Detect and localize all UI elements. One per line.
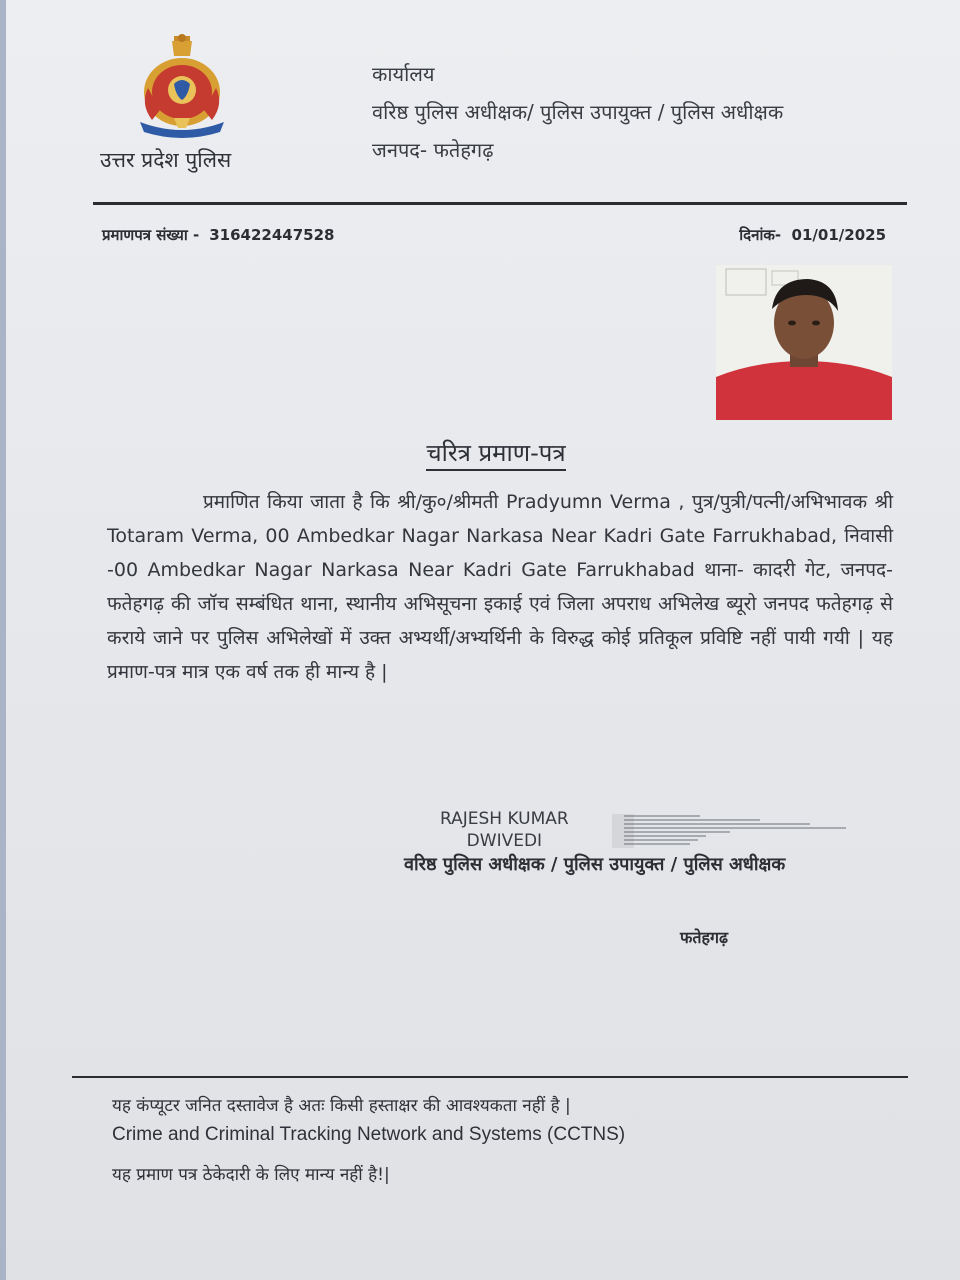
logo-caption: उत्तर प्रदेश पुलिस	[100, 148, 232, 172]
digital-signature-block	[610, 812, 850, 852]
certificate-body	[107, 485, 893, 689]
signatory-place: फतेहगढ़	[680, 928, 728, 947]
signatory-name-line2: DWIVEDI	[466, 831, 543, 851]
office-heading	[372, 55, 783, 169]
office-district: जनपद- फतेहगढ़	[372, 138, 494, 162]
office-designation: वरिष्ठ पुलिस अधीक्षक/ पुलिस उपायुक्त / पुलिस अधीक्षक	[372, 100, 784, 124]
footer-note: यह कंप्यूटर जनित दस्तावेज है अतः किसी हस्ताक्षर की आवश्यकता नहीं है |	[112, 1096, 571, 1116]
header-divider	[93, 202, 907, 205]
certificate-title	[6, 436, 960, 469]
signatory-designation: वरिष्ठ पुलिस अधीक्षक / पुलिस उपायुक्त / पुलिस अधीक्षक	[404, 854, 786, 875]
signatory-name-line1: RAJESH KUMAR	[440, 809, 569, 829]
certificate-page	[6, 0, 960, 1280]
certificate-number-value: 316422447528	[209, 226, 335, 244]
certificate-number-label: प्रमाणपत्र संख्या -	[102, 226, 200, 244]
certificate-date	[739, 225, 886, 245]
date-value: 01/01/2025	[791, 226, 886, 244]
certificate-number	[102, 225, 334, 245]
signatory-name	[440, 808, 569, 852]
up-police-emblem-icon	[134, 30, 230, 140]
certificate-body-text: प्रमाणित किया जाता है कि श्री/कु०/श्रीमती Pradyumn Verma , पुत्र/पुत्री/पत्नी/अभिभावक श्री Totaram Verma, 00 Ambedkar Nagar Narkasa Near Kadri Gate Farrukhabad, निवासी -00 Ambedkar Nagar Narkasa Near Kadri Gate Farrukhabad थाना- कादरी गेट, जनपद- फतेहगढ़ की जॉच सम्बंधित थाना, स्थानीय अभिसूचना इकाई एवं जिला अपराध अभिलेख ब्यूरो जनपद फतेहगढ़ से कराये जाने पर पुलिस अभिलेखों में उक्त अभ्यर्थी/अभ्यर्थिनी के विरुद्ध कोई प्रतिकूल प्रविष्टि नहीं पायी गयी | यह प्रमाण-पत्र मात्र एक वर्ष तक ही मान्य है |	[107, 491, 893, 683]
footer-cctns: Crime and Criminal Tracking Network and Systems (CCTNS)	[112, 1124, 626, 1145]
footer-divider	[72, 1076, 908, 1078]
office-line: कार्यालय	[372, 62, 435, 86]
date-label: दिनांक-	[739, 226, 782, 244]
certificate-title-text: चरित्र प्रमाण-पत्र	[426, 439, 565, 471]
applicant-photo	[716, 265, 892, 420]
footer-disclaimer: यह प्रमाण पत्र ठेकेदारी के लिए मान्य नहीं है!|	[112, 1165, 390, 1185]
